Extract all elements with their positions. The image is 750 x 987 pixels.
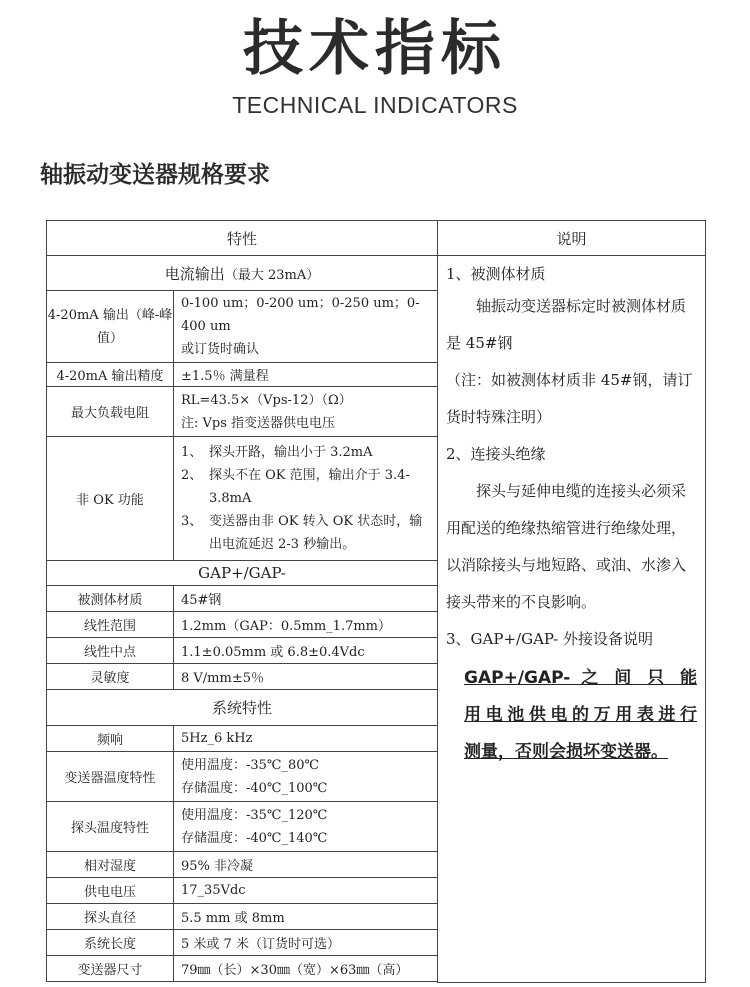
row-label: 最大负载电阻 — [47, 387, 174, 437]
ok-item-number: 3、 — [181, 514, 203, 529]
row-label: 4-20mA 输出（峰-峰值） — [47, 291, 174, 363]
warning-line-1: GAP+/GAP- 之 间 只 能 — [464, 668, 698, 688]
value-line: 或订货时确认 — [181, 342, 260, 357]
row-value: 17_35Vdc — [174, 878, 438, 904]
row-value — [174, 291, 438, 363]
note-2-title: 2、连接头绝缘 — [446, 445, 546, 463]
row-label: 探头直径 — [47, 904, 174, 930]
row-value: 8 V/mm±5％ — [174, 664, 438, 690]
row-label: 变送器温度特性 — [47, 752, 174, 802]
header-characteristics: 特性 — [47, 221, 438, 256]
note-1-body: 轴振动变送器标定时被测体材质是 45#钢 — [446, 297, 687, 352]
group-system: 系统特性 — [47, 690, 438, 726]
ok-item — [181, 464, 431, 510]
warning-block — [446, 658, 697, 771]
row-label: 被测体材质 — [47, 586, 174, 612]
row-value — [174, 387, 438, 437]
row-label: 非 OK 功能 — [47, 437, 174, 561]
row-value: 5 米或 7 米（订货时可选） — [174, 930, 438, 956]
row-value: 1.2mm（GAP：0.5mm_1.7mm） — [174, 612, 438, 638]
row-value: 1.1±0.05mm 或 6.8±0.4Vdc — [174, 638, 438, 664]
description-panel — [438, 256, 706, 983]
group-current-note: （最大 23mA） — [224, 267, 320, 283]
row-label: 探头温度特性 — [47, 802, 174, 852]
group-gap: GAP+/GAP- — [47, 561, 438, 586]
value-line: 0-100 um；0-200 um；0-250 um；0-400 um — [181, 296, 420, 334]
row-value: ±1.5％ 满量程 — [174, 363, 438, 387]
row-label: 变送器尺寸 — [47, 956, 174, 982]
note-2-body: 探头与延伸电缆的连接头必须采用配送的绝缘热缩管进行绝缘处理，以消除接头与地短路、或油、水渗入接头带来的不良影响。 — [446, 482, 687, 611]
row-label: 灵敏度 — [47, 664, 174, 690]
row-label: 频响 — [47, 726, 174, 752]
header-description: 说明 — [438, 221, 706, 256]
group-row-current — [47, 256, 706, 291]
row-value — [174, 802, 438, 852]
note-3-title: 3、GAP+/GAP- 外接设备说明 — [446, 630, 654, 648]
page-subtitle: TECHNICAL INDICATORS — [232, 92, 518, 118]
row-label: 线性范围 — [47, 612, 174, 638]
value-line: 使用温度：-35℃_80℃ — [181, 757, 320, 773]
group-current-title: 电流输出 — [164, 264, 225, 283]
row-label: 系统长度 — [47, 930, 174, 956]
row-value — [174, 437, 438, 561]
row-label: 4-20mA 输出精度 — [47, 363, 174, 387]
note-1-remark: （注：如被测体材质非 45#钢，请订货时特殊注明） — [446, 371, 693, 426]
row-value — [174, 752, 438, 802]
group-current-output — [47, 256, 438, 291]
value-line: 注: Vps 指变送器供电电压 — [181, 415, 336, 431]
ok-item-text: 探头不在 OK 范围，输出介于 3.4-3.8mA — [209, 468, 410, 506]
warning-line-2: 用电池供电的万用表进行 — [464, 705, 698, 725]
ok-item-text: 变送器由非 OK 转入 OK 状态时，输出电流延迟 2-3 秒输出。 — [209, 514, 423, 552]
ok-item — [181, 510, 431, 556]
value-line: RL=43.5×（Vps-12）（Ω） — [181, 392, 352, 408]
warning-line-3: 测量，否则会损坏变送器。 — [464, 742, 669, 762]
row-label: 线性中点 — [47, 638, 174, 664]
spec-table — [46, 220, 706, 983]
row-value: 5.5 mm 或 8mm — [174, 904, 438, 930]
ok-item — [181, 441, 431, 464]
table-spacer — [47, 982, 438, 983]
row-value: 5Hz_6 kHz — [174, 726, 438, 752]
row-label: 相对湿度 — [47, 852, 174, 878]
ok-item-number: 1、 — [181, 445, 203, 460]
page-title: 技术指标 — [243, 14, 507, 84]
row-value: 45#钢 — [174, 586, 438, 612]
row-label: 供电电压 — [47, 878, 174, 904]
section-title: 轴振动变送器规格要求 — [40, 162, 270, 188]
value-line: 存储温度：-40℃_140℃ — [181, 830, 328, 846]
ok-item-number: 2、 — [181, 468, 203, 483]
row-value: 79㎜（长）×30㎜（宽）×63㎜（高） — [174, 956, 438, 982]
value-line: 存储温度：-40℃_100℃ — [181, 780, 328, 796]
ok-item-text: 探头开路，输出小于 3.2mA — [209, 445, 373, 460]
value-line: 使用温度：-35℃_120℃ — [181, 807, 328, 823]
note-1-title: 1、被测体材质 — [446, 265, 546, 283]
row-value: 95% 非冷凝 — [174, 852, 438, 878]
table-header-row — [47, 221, 706, 256]
